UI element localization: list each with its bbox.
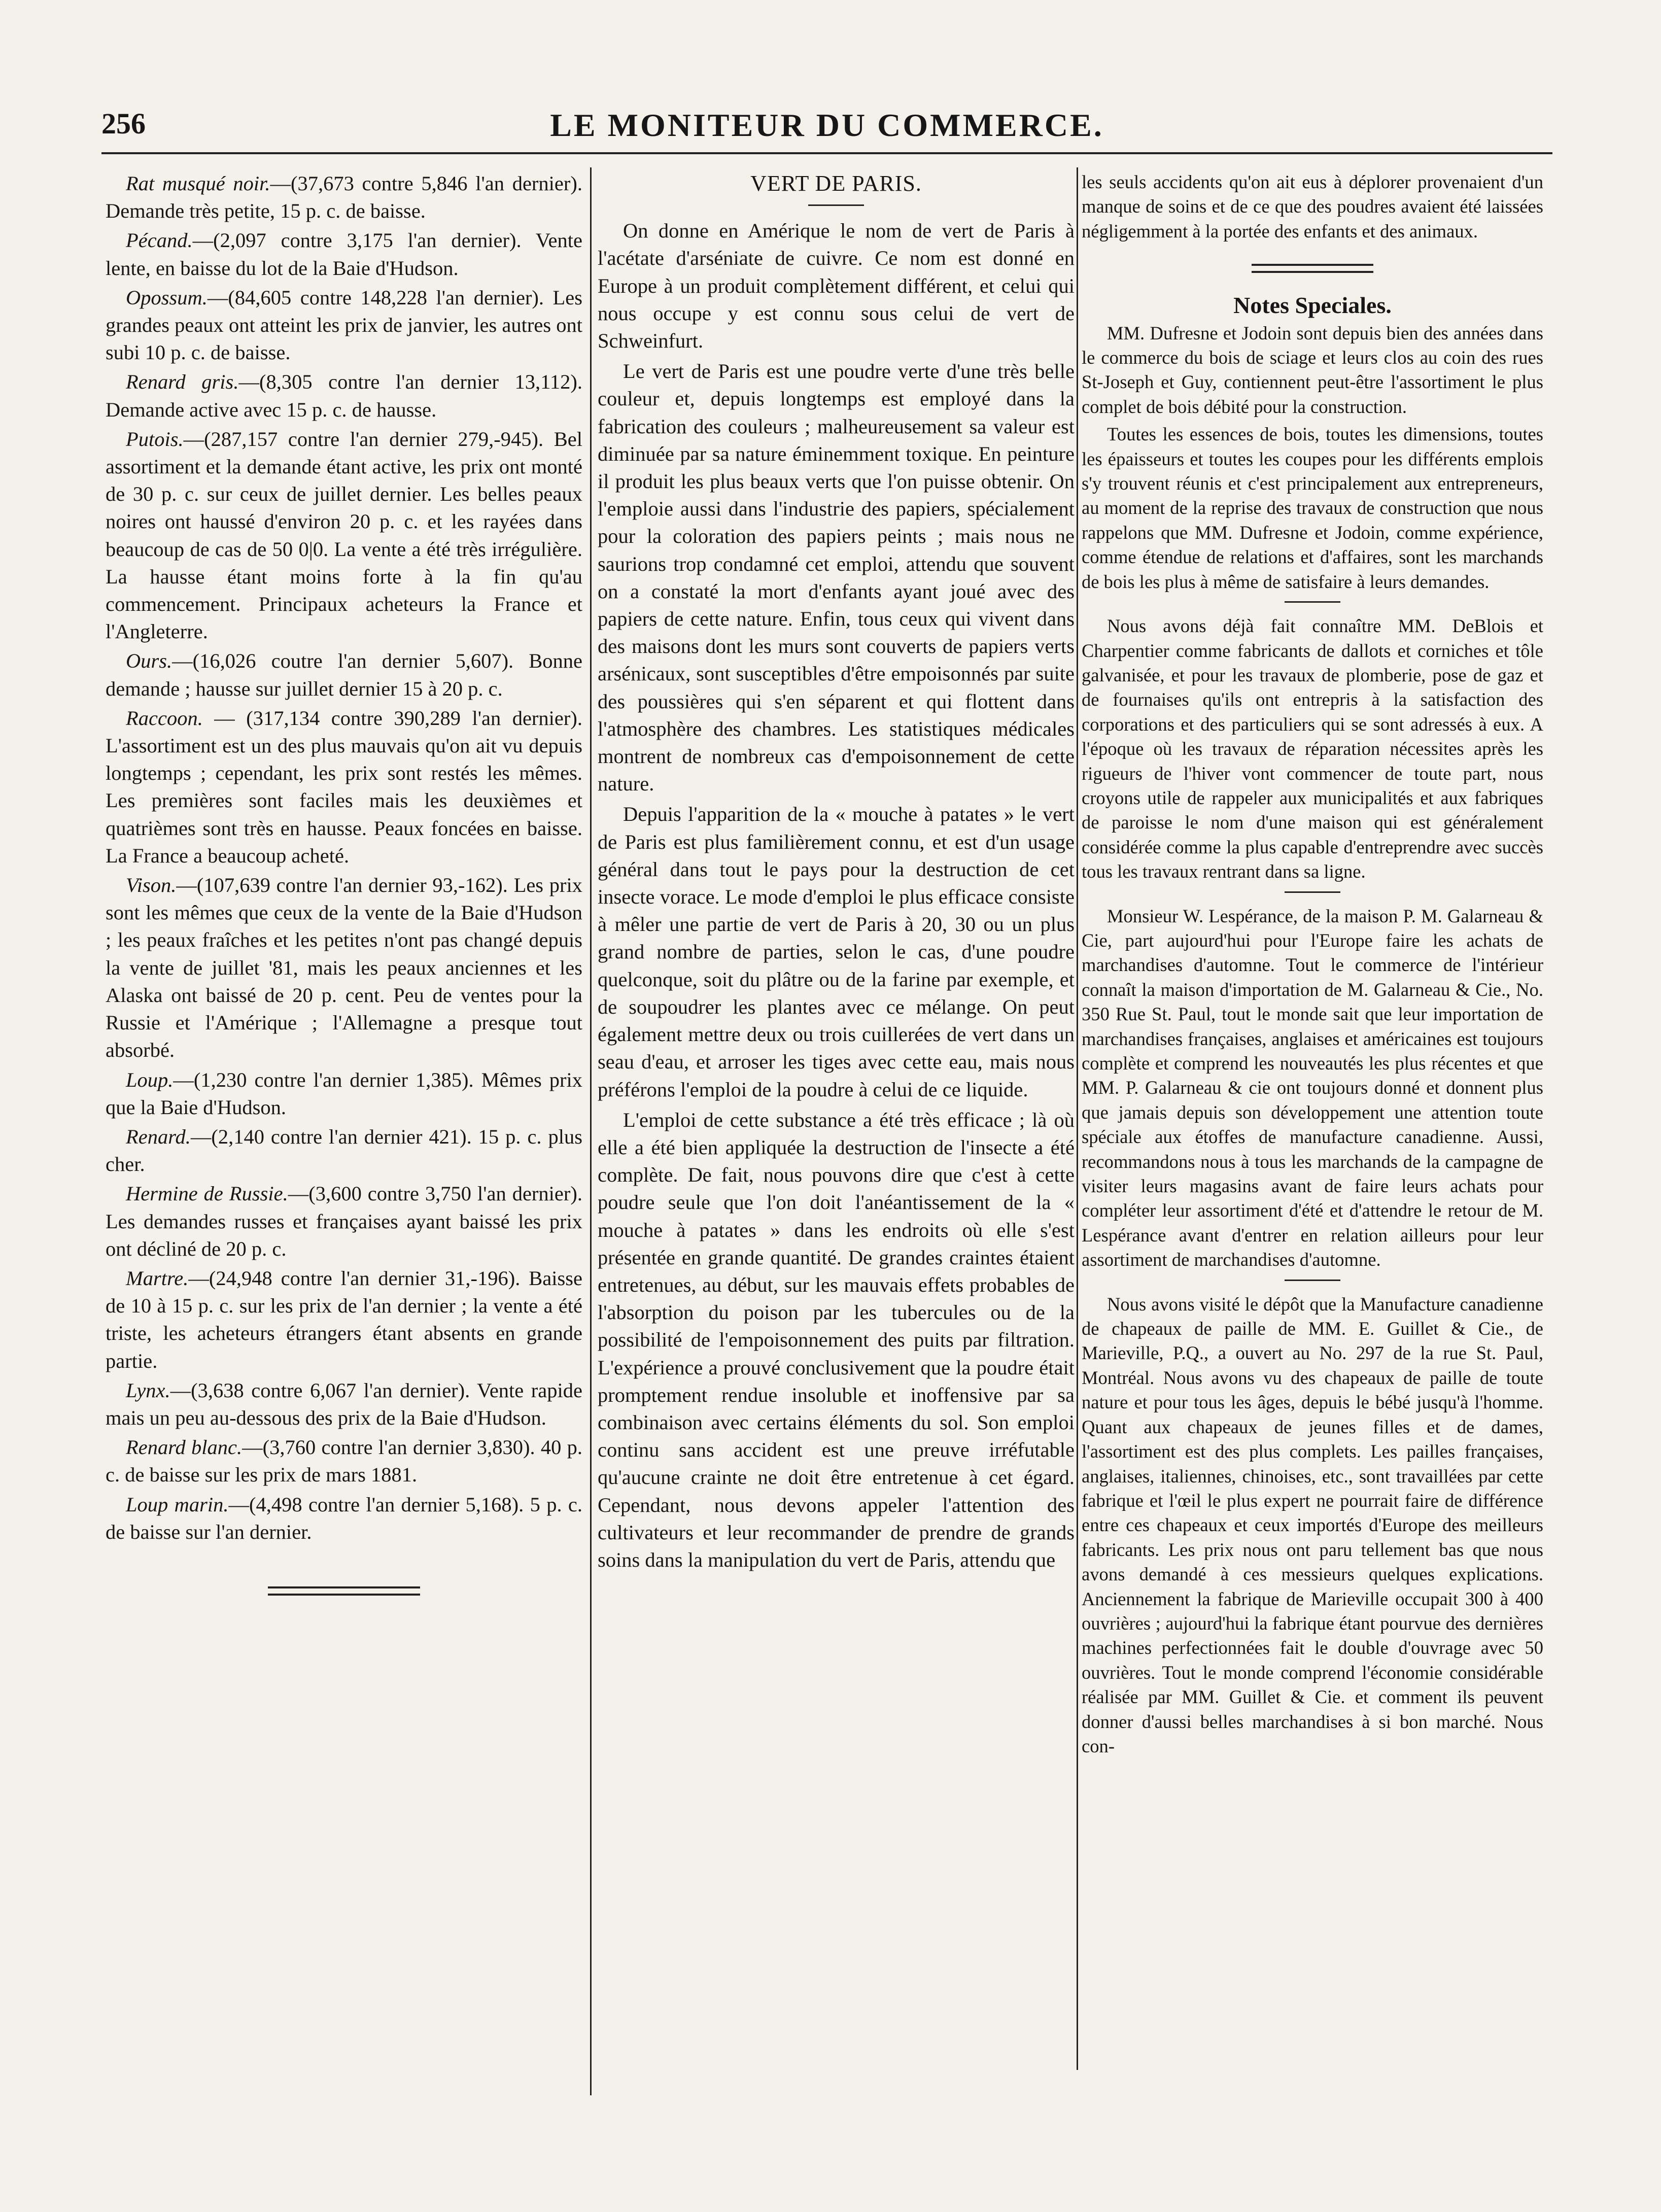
- note-paragraph: MM. Dufresne et Jodoin sont depuis bien des années dans le commerce du bois de sciage et leurs clos au coin des rues St-Joseph et Guy, contiennent peut-être l'assortiment le plus complet de bois débité pour la construction.: [1082, 322, 1543, 417]
- column-notes: [1082, 170, 1543, 1761]
- fur-entry: [106, 227, 582, 282]
- notes-title: Notes Speciales.: [1233, 292, 1392, 319]
- fur-text: —(2,140 contre l'an dernier 421). 15 p. c. plus cher.: [106, 1125, 582, 1176]
- fur-text: —(8,305 contre l'an dernier 13,112). Demande active avec 15 p. c. de hausse.: [106, 370, 582, 421]
- page-number: 256: [101, 107, 146, 140]
- column-vert-de-paris: [598, 170, 1075, 1577]
- fur-text: —(3,600 contre 3,750 l'an dernier). Les demandes russes et françaises ayant baissé les prix ont décliné de 20 p. c.: [106, 1182, 582, 1260]
- section-rule: [1252, 264, 1373, 273]
- column-divider: [590, 167, 592, 2095]
- article-paragraph: Le vert de Paris est une poudre verte d'une très belle couleur et, depuis longtemps est employé dans la fabrication des couleurs ; malheureusement sa valeur est diminuée par sa nature éminemment toxique. En peinture il produit les plus beaux verts que l'on puisse obtenir. On l'emploie aussi dans l'industrie des papiers, spécialement pour la coloration des papiers peints ; mais nous ne saurions trop condamné cet emploi, attendu que souvent on a constaté la mort d'enfants ayant joué avec des papiers de cette nature. Enfin, tous ceux qui vivent dans des maisons dont les murs sont couverts de papiers verts arsénicaux, sont susceptibles d'être empoisonnés par suite des poussières qui s'en séparent et qui flottent dans l'atmosphère des chambres. Les statistiques médicales montrent de nombreux cas d'empoisonnement de cette nature.: [598, 360, 1075, 796]
- fur-entry: [106, 1491, 582, 1546]
- fur-name: Hermine de Russie.: [126, 1182, 288, 1205]
- fur-name: Rat musqué noir.: [126, 172, 270, 195]
- fur-entry: [106, 1123, 582, 1178]
- note-paragraph: Monsieur W. Lespérance, de la maison P. M. Galarneau & Cie, part aujourd'hui pour l'Europe faire les achats de marchandises d'automne. Tout le commerce de l'intérieur connaît la maison d'importation de M. Galarneau & Cie., No. 350 Rue St. Paul, tout le monde sait que leur importation de marchandises françaises, anglaises et américaines est toujours complète et comprend les nouveautés les plus récentes et que MM. P. Galarneau & cie ont toujours donné et donnent plus que jamais depuis son développement une attention toute spéciale aux étoffes de manufacture canadienne. Aussi, recommandons nous à tous les marchands de la campagne de visiter leurs magasins avant de faire leurs achats pour compléter leur assortiment d'été et d'attendre le retour de M. Lespérance avant d'entrer en relation ailleurs pour leur assortiment de marchandises d'automne.: [1082, 905, 1543, 1270]
- fur-name: Vison.: [126, 874, 177, 897]
- page-header: [101, 101, 1552, 157]
- fur-name: Pécand.: [126, 229, 193, 252]
- fur-entry: [106, 1434, 582, 1489]
- fur-text: —(107,639 contre l'an dernier 93,-162). Les prix sont les mêmes que ceux de la vente de la Baie d'Hudson ; les peaux fraîches et les petites n'ont pas changé depuis la vente de juillet '81, mais les peaux anciennes et les Alaska ont baissé de 20 p. cent. Peu de ventes pour la Russie et l'Amérique ; l'Allemagne a presque tout absorbé.: [106, 874, 582, 1062]
- fur-text: —(1,230 contre l'an dernier 1,385). Mêmes prix que la Baie d'Hudson.: [106, 1068, 582, 1119]
- journal-title: LE MONITEUR DU COMMERCE.: [550, 107, 1104, 143]
- fur-text: —(84,605 contre 148,228 l'an dernier). Les grandes peaux ont atteint les prix de janvier, les autres ont subi 10 p. c. de baisse.: [106, 286, 582, 364]
- article-continuation: les seuls accidents qu'on ait eus à déplorer provenaient d'un manque de soins et de ce que des poudres avaient été laissées négligemment à la portée des enfants et des animaux.: [1082, 171, 1543, 241]
- article-title: VERT DE PARIS.: [750, 171, 922, 196]
- column-divider: [1077, 167, 1078, 2070]
- fur-name: Putois.: [126, 427, 184, 451]
- note-paragraph: Toutes les essences de bois, toutes les dimensions, toutes les épaisseurs et toutes les coupes pour les différents emplois s'y trouvent réunis et c'est principalement aux entrepreneurs, au moment de la reprise des travaux de construction que nous rappelons que MM. Dufresne et Jodoin, comme expérience, comme étendue de relations et d'affaires, sont les marchands de bois les plus à même de satisfaire à leurs demandes.: [1082, 424, 1543, 592]
- fur-text: —(24,948 contre l'an dernier 31,-196). Baisse de 10 à 15 p. c. sur les prix de l'an dernier ; la vente a été triste, les acheteurs étrangers étant absents en grande partie.: [106, 1266, 582, 1372]
- fur-name: Ours.: [126, 649, 172, 673]
- fur-text: —(4,498 contre l'an dernier 5,168). 5 p. c. de baisse sur l'an dernier.: [106, 1493, 583, 1543]
- note-separator: [1285, 601, 1340, 603]
- fur-entry: [106, 647, 582, 702]
- fur-entry: [106, 368, 582, 423]
- fur-entry: [106, 284, 582, 367]
- header-rule: [101, 152, 1552, 154]
- article-paragraph: Depuis l'apparition de la « mouche à patates » le vert de Paris est plus familièrement connu, et est d'un usage général dans tout le pays pour la destruction de cet insecte vorace. Le mode d'emploi le plus efficace consiste à mêler une partie de vert de Paris à 20, 30 ou un plus grand nombre de parties, selon le cas, d'une poudre quelconque, soit du plâtre ou de la farine par exemple, et de soupoudrer les plantes avec ce mélange. On peut également mettre deux ou trois cuillerées de vert dans un seau d'eau, et arroser les tiges avec cette eau, mais nous préférons l'emploi de la poudre à celui de ce liquide.: [598, 803, 1075, 1101]
- end-rule: [268, 1586, 420, 1596]
- title-rule: [808, 204, 864, 206]
- fur-name: Renard blanc.: [126, 1436, 243, 1459]
- fur-name: Loup marin.: [126, 1493, 229, 1516]
- fur-entry: [106, 1066, 582, 1121]
- fur-text: —(3,638 contre 6,067 l'an dernier). Vente rapide mais un peu au-dessous des prix de la Baie d'Hudson.: [106, 1378, 582, 1429]
- article-paragraph: On donne en Amérique le nom de vert de Paris à l'acétate d'arséniate de cuivre. Ce nom est donné en Europe à un produit complètement différent, et celui qui nous occupe y est connu sous celui de vert de Schweinfurt.: [598, 219, 1075, 353]
- fur-entry: [106, 1377, 582, 1432]
- note-paragraph: Nous avons visité le dépôt que la Manufacture canadienne de chapeaux de paille de MM. E. Guillet & Cie., de Marieville, P.Q., a ouvert au No. 297 de la rue St. Paul, Montréal. Nous avons vu des chapeaux de paille de toute nature et pour tous les âges, depuis le bébé jusqu'à l'homme. Quant aux chapeaux de jeunes filles et de dames, l'assortiment est des plus complets. Les pailles françaises, anglaises, italiennes, chinoises, etc., sont travaillées par cette fabrique et l'œil le plus expert ne pourrait faire de différence entre ces chapeaux et ceux importés d'Europe des meilleurs fabricants. Les prix nous ont paru tellement bas que nous avons demandé à ces messieurs quelques explications. Anciennement la fabrique de Marieville occupait 300 à 400 ouvrières ; aujourd'hui la fabrique étant pourvue des dernières machines perfectionnées fait le double d'ouvrage avec 50 ouvrières. Tout le monde comprend l'économie considérable réalisée par MM. Guillet & Cie. et comment ils peuvent donner d'aussi belles marchandises à si bon marché. Nous con-: [1082, 1293, 1543, 1756]
- fur-text: —(2,097 contre 3,175 l'an dernier). Vente lente, en baisse du lot de la Baie d'Hudson.: [106, 229, 582, 280]
- fur-name: Loup.: [126, 1068, 174, 1091]
- fur-entry: [106, 170, 582, 225]
- article-paragraph: L'emploi de cette substance a été très efficace ; là où elle a été bien appliquée la destruction de l'insecte a été complète. De fait, nous pouvons dire que c'est à cette poudre seule que l'on doit l'anéantissement de la « mouche à patates » dans les endroits où elle s'est présentée en grande quantité. De grandes craintes étaient entretenues, au début, sur les mauvais effets probables de l'absorption du poison par les tubercules ou de la possibilité de l'empoisonnement des puits par filtration. L'expérience a prouvé conclusivement que la poudre était promptement rendue insoluble et inoffensive par sa combinaison avec certains éléments du sol. Son emploi continu sans accident est une preuve irréfutable qu'aucune crainte ne doit être entretenue à cet égard. Cependant, nous devons appeler l'attention des cultivateurs et leur recommander de prendre de grands soins dans la manipulation du vert de Paris, attendu que: [598, 1108, 1075, 1571]
- fur-text: —(287,157 contre l'an dernier 279,-945). Bel assortiment et la demande étant active, les prix ont monté de 30 p. c. sur ceux de juillet dernier. Les belles peaux noires ont haussé d'environ 20 p. c. et les rayées dans beaucoup de cas de 50 0|0. La vente a été très irrégulière. La hausse étant moins forte à la fin qu'au commencement. Principaux acheteurs la France et l'Angleterre.: [106, 427, 582, 643]
- fur-name: Martre.: [126, 1266, 189, 1290]
- fur-entry: [106, 426, 582, 646]
- fur-name: Opossum.: [126, 286, 207, 309]
- fur-text: — (317,134 contre 390,289 l'an dernier). L'assortiment est un des plus mauvais qu'on ait vu depuis longtemps ; cependant, les prix sont restés les mêmes. Les premières sont faciles mais les deuxièmes et quatrièmes sont très en hausse. Peaux foncées en baisse. La France a beaucoup acheté.: [106, 706, 582, 867]
- note-separator: [1285, 891, 1340, 893]
- fur-entry: [106, 705, 582, 870]
- fur-entry: [106, 872, 582, 1064]
- fur-entry: [106, 1180, 582, 1263]
- fur-name: Raccoon.: [126, 706, 203, 730]
- fur-entry: [106, 1265, 582, 1375]
- fur-text: —(16,026 coutre l'an dernier 5,607). Bonne demande ; hausse sur juillet dernier 15 à 20 p. c.: [106, 649, 582, 700]
- fur-name: Renard.: [126, 1125, 191, 1148]
- column-fur-prices: [106, 170, 582, 1596]
- note-paragraph: Nous avons déjà fait connaître MM. DeBlois et Charpentier comme fabricants de dallots et corniches et tôle galvanisée, et pour les travaux de plomberie, pose de gaz et de fournaises qu'ils ont entrepris à la satisfaction des corporations et des particuliers qui se sont adressés à eux. A l'époque où les travaux de réparation nécessites après les rigueurs de l'hiver vont commencer de toute part, nous croyons utile de rappeler aux municipalités et aux fabriques de paroisse le nom d'une maison qui est généralement considérée comme la plus capable d'entreprendre avec succès tous les travaux rentrant dans sa ligne.: [1082, 615, 1543, 882]
- note-separator: [1285, 1280, 1340, 1281]
- fur-name: Renard gris.: [126, 370, 239, 394]
- fur-text: —(37,673 contre 5,846 l'an dernier). Demande très petite, 15 p. c. de baisse.: [106, 172, 582, 223]
- fur-name: Lynx.: [126, 1378, 170, 1402]
- fur-text: —(3,760 contre l'an dernier 3,830). 40 p. c. de baisse sur les prix de mars 1881.: [106, 1436, 583, 1487]
